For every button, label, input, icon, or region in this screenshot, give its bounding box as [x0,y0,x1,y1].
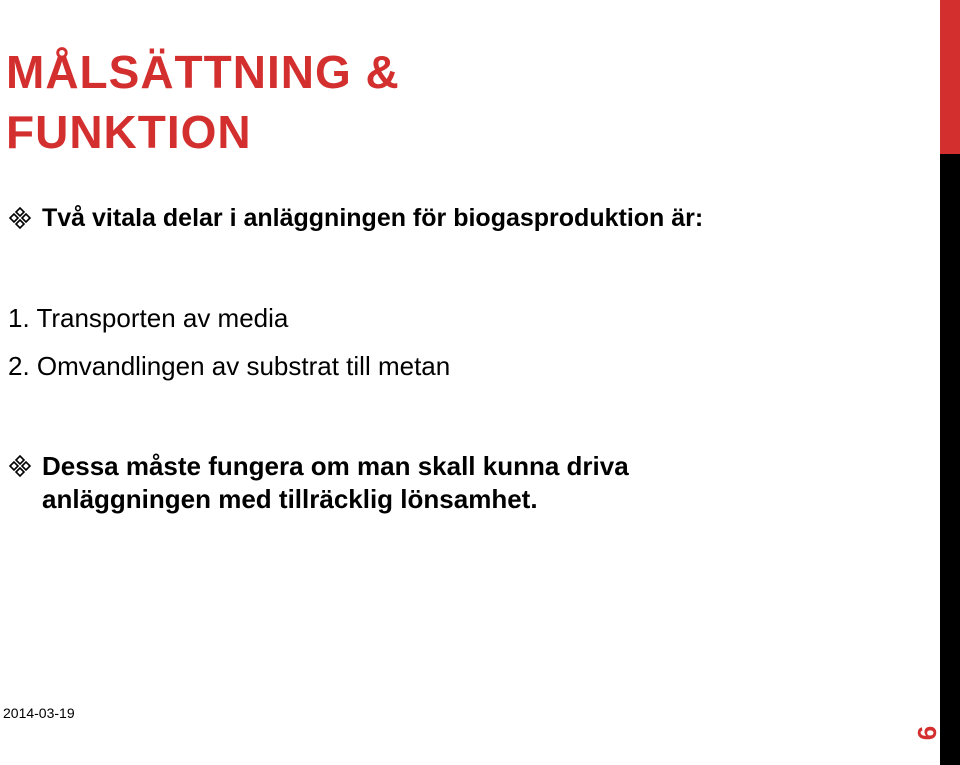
sidebar-dark-bar [940,154,960,765]
bullet-text-profitability-line2: anläggningen med tillräcklig lönsamhet. [42,484,538,514]
slide-title-line2: FUNKTION [6,106,252,158]
list-item-transport: 1. Transporten av media [8,303,289,333]
slide-date: 2014-03-19 [3,705,75,721]
diamond-quad-icon [8,206,32,230]
page-number: 6 [912,725,942,741]
bullet-item-vital-parts [8,202,703,234]
slide-title [6,42,400,162]
bullet-text-profitability [42,450,629,516]
bullet-text-vital-parts: Två vitala delar i anläggningen för biogasproduktion är: [42,204,704,232]
list-item-conversion: 2. Omvandlingen av substrat till metan [8,351,451,381]
slide-title-line1: MÅLSÄTTNING & [6,46,400,98]
bullet-text-profitability-line1: Dessa måste fungera om man skall kunna driva [42,451,629,481]
diamond-quad-icon [8,454,32,478]
sidebar-accent-bar [940,0,960,154]
bullet-item-profitability [8,450,629,516]
